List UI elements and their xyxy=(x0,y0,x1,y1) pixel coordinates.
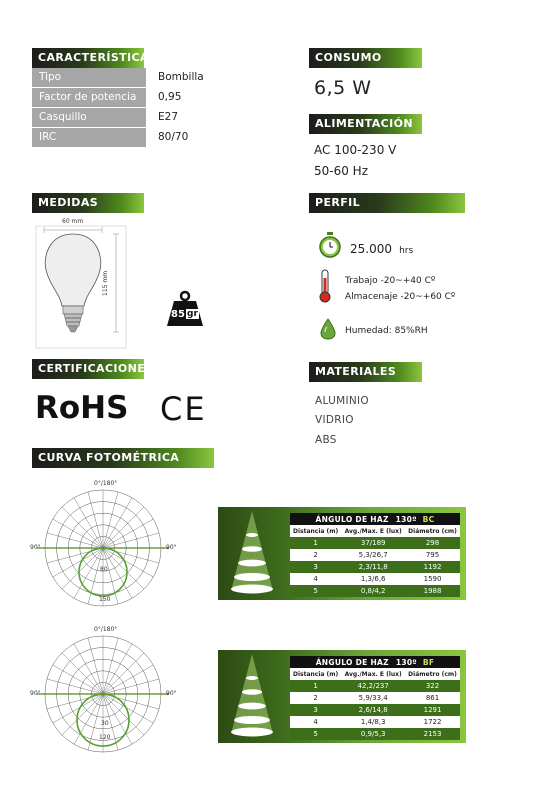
polar-diagram-bc xyxy=(28,482,178,612)
spec-label: Casquillo xyxy=(32,108,146,127)
weight-value: 85 xyxy=(171,309,185,320)
table-row: 5 0,8/4,2 1988 xyxy=(290,585,460,597)
beam-cone-graphic xyxy=(228,654,276,740)
polar-spoke xyxy=(103,533,159,548)
header-medidas: MEDIDAS xyxy=(32,193,144,213)
polar-spoke xyxy=(53,665,103,694)
spec-label: Tipo xyxy=(32,68,146,87)
polar-spoke xyxy=(53,519,103,548)
header-perfil-medioambiental: PERFIL MEDIOAMBIENTAL xyxy=(309,193,465,213)
spec-value: 80/70 xyxy=(158,131,189,143)
polar-spoke xyxy=(53,548,103,577)
water-drop-icon xyxy=(320,318,336,340)
polar-diagram-bf xyxy=(28,628,178,758)
trabajo-range: Trabajo -20~+40 Cº xyxy=(345,276,436,286)
beam-table-title: ÁNGULO DE HAZ 130º BF xyxy=(290,656,460,668)
spec-value: E27 xyxy=(158,111,178,123)
polar-top-label: 0°/180° xyxy=(94,626,118,633)
beam-panel-bc xyxy=(218,507,466,600)
table-row: 1 37/189 298 xyxy=(290,537,460,549)
alimentacion-frequency: 50-60 Hz xyxy=(314,164,369,178)
material-item: ALUMINIO xyxy=(315,395,369,407)
beam-table-bf xyxy=(290,656,460,740)
ce-mark: CE xyxy=(160,390,207,428)
header-caracteristicas: CARACTERÍSTICAS xyxy=(32,48,144,68)
material-item: ABS xyxy=(315,434,337,446)
polar-spoke xyxy=(103,679,159,694)
polar-spoke xyxy=(47,533,103,548)
width-dimension-label: 60 mm xyxy=(62,218,84,225)
alimentacion-voltage: AC 100-230 V xyxy=(314,143,397,157)
polar-ring-label: 80 xyxy=(100,566,108,573)
spec-row-factor xyxy=(32,88,292,107)
thermometer-icon xyxy=(318,268,332,304)
hours-value: 25.000 xyxy=(350,242,392,256)
polar-spoke xyxy=(47,679,103,694)
beam-table-title: ÁNGULO DE HAZ 130º BC xyxy=(290,513,460,525)
polar-top-label: 0°/180° xyxy=(94,480,118,487)
polar-spoke xyxy=(53,694,103,723)
beam-panel-bf xyxy=(218,650,466,743)
polar-spoke xyxy=(88,492,103,548)
polar-spoke xyxy=(74,498,103,548)
header-consumo: CONSUMO xyxy=(309,48,422,68)
spec-label: IRC xyxy=(32,128,146,147)
spec-label: Factor de potencia xyxy=(32,88,146,107)
spec-row-tipo xyxy=(32,68,292,87)
header-alimentacion: ALIMENTACIÓN xyxy=(309,114,422,134)
polar-spoke xyxy=(74,644,103,694)
polar-ring-label: 150 xyxy=(99,596,111,603)
header-materiales: MATERIALES xyxy=(309,362,422,382)
header-certificaciones: CERTIFICACIONES xyxy=(32,359,144,379)
table-row: 2 5,3/26,7 795 xyxy=(290,549,460,561)
polar-spoke xyxy=(62,653,103,694)
humedad-value: Humedad: 85%RH xyxy=(345,326,428,336)
table-row: 5 0,9/5,3 2153 xyxy=(290,728,460,740)
polar-spoke xyxy=(103,519,153,548)
polar-spoke xyxy=(103,498,132,548)
polar-spoke xyxy=(103,507,144,548)
table-row: 2 5,9/33,4 861 xyxy=(290,692,460,704)
beam-cone-graphic xyxy=(228,511,276,597)
lifetime-hours xyxy=(350,238,413,257)
polar-spoke xyxy=(103,548,153,577)
polar-right-label: 90° xyxy=(166,690,177,697)
bulb-drawing xyxy=(34,224,128,350)
polar-spoke xyxy=(62,507,103,548)
polar-spoke xyxy=(47,694,103,709)
table-row: 4 1,4/8,3 1722 xyxy=(290,716,460,728)
col-header: Distancia (m) xyxy=(290,668,341,680)
polar-left-label: 90° xyxy=(30,690,41,697)
polar-ring-label: 30 xyxy=(101,720,109,727)
spec-row-casquillo xyxy=(32,108,292,127)
col-header: Diámetro (cm) xyxy=(405,525,460,537)
table-row: 4 1,3/6,6 1590 xyxy=(290,573,460,585)
polar-left-label: 90° xyxy=(30,544,41,551)
polar-spoke xyxy=(62,694,103,735)
polar-spoke xyxy=(88,638,103,694)
weight-icon xyxy=(165,290,205,330)
table-row: 3 2,6/14,8 1291 xyxy=(290,704,460,716)
polar-right-label: 90° xyxy=(166,544,177,551)
spec-value: 0,95 xyxy=(158,91,182,103)
col-header: Diámetro (cm) xyxy=(405,668,460,680)
polar-spoke xyxy=(103,694,144,735)
polar-spoke xyxy=(103,694,159,709)
table-row: 3 2,3/11,8 1192 xyxy=(290,561,460,573)
table-row: 1 42,2/237 322 xyxy=(290,680,460,692)
height-dimension-label: 115 mm xyxy=(102,270,109,296)
polar-spoke xyxy=(103,638,118,694)
spec-row-irc xyxy=(32,128,292,147)
polar-spoke xyxy=(103,492,118,548)
col-header: Avg./Max. E (lux) xyxy=(341,525,405,537)
rohs-mark: RoHS xyxy=(35,390,129,426)
material-item: VIDRIO xyxy=(315,414,354,426)
weight-unit: gr xyxy=(187,309,198,319)
consumo-value: 6,5 W xyxy=(314,77,372,99)
beam-table-bc xyxy=(290,513,460,597)
stopwatch-icon xyxy=(318,232,342,258)
hours-unit: hrs xyxy=(399,246,414,256)
col-header: Distancia (m) xyxy=(290,525,341,537)
polar-ring-label: 120 xyxy=(99,734,111,741)
polar-spoke xyxy=(103,694,153,723)
polar-spoke xyxy=(103,653,144,694)
polar-spoke xyxy=(103,644,132,694)
col-header: Avg./Max. E (lux) xyxy=(341,668,405,680)
header-curva-fotometrica: CURVA FOTOMÉTRICA xyxy=(32,448,214,468)
polar-spoke xyxy=(103,665,153,694)
spec-value: Bombilla xyxy=(158,71,204,83)
almacenaje-range: Almacenaje -20~+60 Cº xyxy=(345,292,456,302)
